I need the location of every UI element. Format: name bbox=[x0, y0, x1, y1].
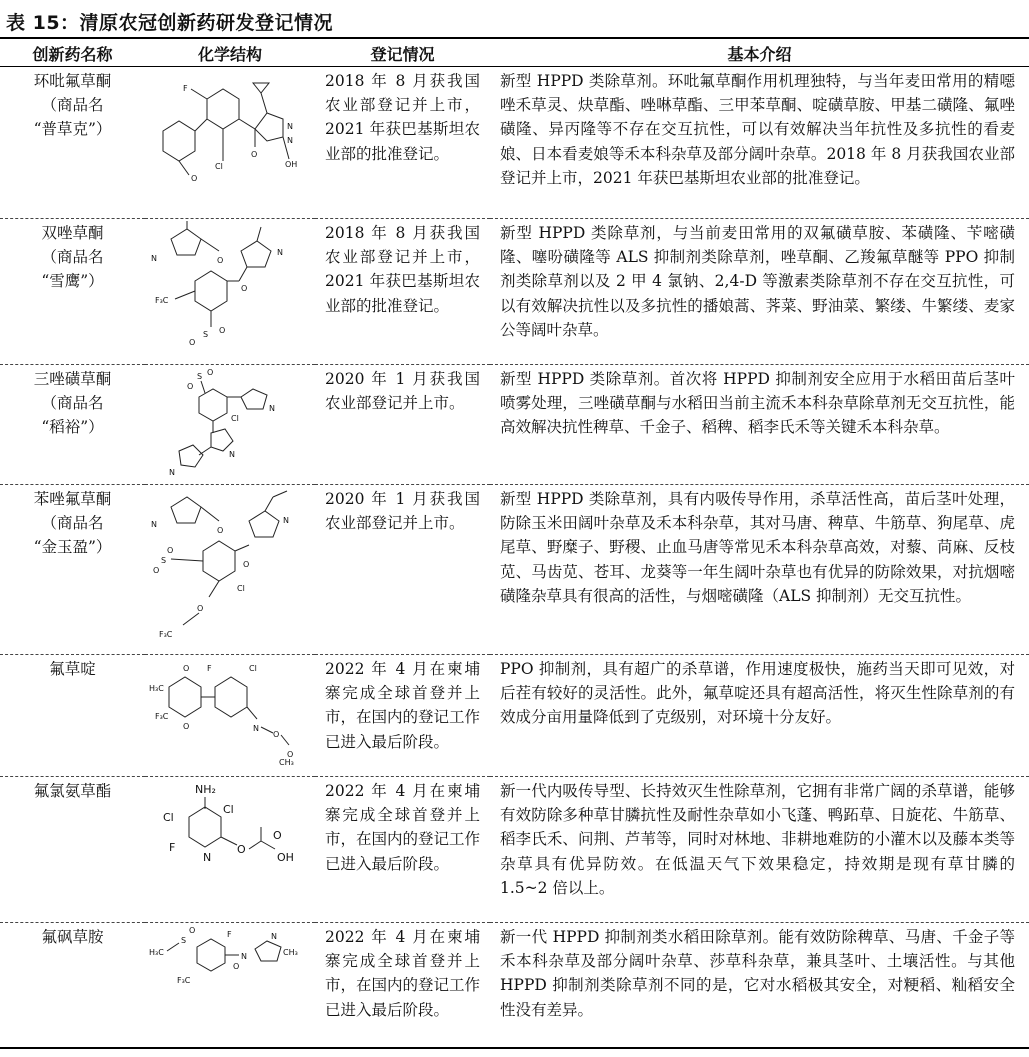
svg-text:OH: OH bbox=[277, 851, 294, 864]
svg-text:F: F bbox=[183, 84, 188, 93]
registration-cell: 2020 年 1 月获我国农业部登记并上市。 bbox=[315, 485, 490, 655]
structure-cell bbox=[145, 365, 315, 485]
table-row bbox=[0, 655, 1029, 777]
svg-text:N: N bbox=[269, 404, 275, 413]
svg-text:N: N bbox=[203, 851, 212, 864]
svg-text:O: O bbox=[189, 338, 196, 347]
svg-text:S: S bbox=[181, 936, 187, 945]
structure-cell bbox=[145, 219, 315, 365]
svg-text:N: N bbox=[169, 468, 175, 477]
svg-text:O: O bbox=[237, 843, 246, 856]
svg-text:N: N bbox=[287, 136, 293, 145]
svg-text:O: O bbox=[273, 730, 280, 739]
intro-cell: 新一代 HPPD 抑制剂类水稻田除草剂。能有效防除稗草、马唐、千金子等禾本科杂草及部分阔叶杂草、莎草科杂草，兼具茎叶、土壤活性。与其他 HPPD 抑制剂类除草剂不同的是，它对水稻极其安全，对粳稻、籼稻安全性没有差异。 bbox=[490, 923, 1029, 1048]
triazole-sulfonyl-structure-icon bbox=[149, 367, 309, 479]
svg-text:N: N bbox=[253, 724, 259, 733]
svg-text:O: O bbox=[197, 604, 204, 613]
structure-cell bbox=[145, 485, 315, 655]
table-row bbox=[0, 485, 1029, 655]
svg-text:O: O bbox=[251, 150, 258, 159]
bis-pyrazole-sulfonyl-structure-icon bbox=[149, 221, 309, 357]
svg-text:O: O bbox=[217, 256, 224, 265]
header-intro: 基本介绍 bbox=[490, 40, 1029, 67]
header-structure: 化学结构 bbox=[145, 40, 315, 67]
table-row bbox=[0, 365, 1029, 485]
svg-text:O: O bbox=[273, 829, 282, 842]
cyclopropyl-pyrazole-ketone-structure-icon bbox=[149, 69, 309, 209]
drug-name-cell: 氟草啶 bbox=[0, 655, 145, 777]
header-name: 创新药名称 bbox=[0, 40, 145, 67]
svg-text:F: F bbox=[227, 930, 232, 939]
svg-text:O: O bbox=[241, 284, 248, 293]
innovative-herbicide-table bbox=[0, 40, 1029, 1049]
drug-name-cell: 三唑磺草酮 （商品名 “稻裕”） bbox=[0, 365, 145, 485]
intro-cell: 新一代内吸传导型、长持效灭生性除草剂，它拥有非常广阔的杀草谱，能够有效防除多种草甘膦抗性及耐性杂草如小飞蓬、鸭跖草、日旋花、牛筋草、稻李氏禾、问荆、芦苇等，同时对林地、非耕地难防的小灌木以及藤本类等杂草具有优异防效。在低温天气下效果稳定，持效期是现有草甘膦的 1.5~2 倍以上。 bbox=[490, 777, 1029, 923]
svg-text:Cl: Cl bbox=[249, 664, 257, 673]
registration-cell: 2020 年 1 月获我国农业部登记并上市。 bbox=[315, 365, 490, 485]
structure-cell bbox=[145, 67, 315, 219]
intro-cell: 新型 HPPD 类除草剂，与当前麦田常用的双氟磺草胺、苯磺隆、苄嘧磺隆、噻吩磺隆等 ALS 抑制剂类除草剂，唑草酮、乙羧氟草醚等 PPO 抑制剂类除草剂以及 2 甲 4 氯钠、2,4-D 等激素类除草剂不存在交互抗性，可以有效解决抗性以及多抗性的播娘蒿、荠菜、野油菜、繁缕、牛繁缕、麦家公等阔叶杂草。 bbox=[490, 219, 1029, 365]
structure-cell bbox=[145, 923, 315, 1048]
drug-name-cell: 氟氯氨草酯 bbox=[0, 777, 145, 923]
svg-text:O: O bbox=[187, 382, 194, 391]
table-row bbox=[0, 777, 1029, 923]
intro-cell: 新型 HPPD 类除草剂，具有内吸传导作用，杀草活性高，苗后茎叶处理，防除玉米田阔叶杂草及禾本科杂草，其对马唐、稗草、牛筋草、狗尾草、虎尾草、野糜子、野稷、止血马唐等常见禾本科杂草高效，对藜、苘麻、反枝苋、马齿苋、苍耳、龙葵等一年生阔叶杂草也有优异的防除效果，对抗烟嘧磺隆杂草具有很高的活性，与烟嘧磺隆（ALS 抑制剂）无交互抗性。 bbox=[490, 485, 1029, 655]
svg-text:O: O bbox=[219, 326, 226, 335]
svg-text:H₃C: H₃C bbox=[149, 684, 164, 693]
svg-text:N: N bbox=[287, 122, 293, 131]
table-row bbox=[0, 923, 1029, 1048]
svg-text:S: S bbox=[161, 556, 167, 565]
svg-text:Cl: Cl bbox=[237, 584, 245, 593]
header-registration: 登记情况 bbox=[315, 40, 490, 67]
svg-text:F₃C: F₃C bbox=[177, 976, 191, 985]
drug-name-cell: 苯唑氟草酮 （商品名 “金玉盈”） bbox=[0, 485, 145, 655]
table-row bbox=[0, 67, 1029, 219]
svg-text:F₃C: F₃C bbox=[155, 712, 169, 721]
svg-text:S: S bbox=[203, 330, 209, 339]
table-header-row bbox=[0, 40, 1029, 67]
structure-cell bbox=[145, 777, 315, 923]
svg-text:O: O bbox=[153, 566, 160, 575]
svg-text:N: N bbox=[271, 932, 277, 941]
svg-text:Cl: Cl bbox=[163, 811, 174, 824]
svg-text:CH₃: CH₃ bbox=[279, 758, 294, 767]
intro-cell: 新型 HPPD 类除草剂。首次将 HPPD 抑制剂安全应用于水稻田苗后茎叶喷雾处理，三唑磺草酮与水稻田当前主流禾本科杂草除草剂无交互抗性，能高效解决抗性稗草、千金子、稻稗、稻李氏禾等关键禾本科杂草。 bbox=[490, 365, 1029, 485]
svg-text:F: F bbox=[169, 841, 176, 854]
svg-text:S: S bbox=[197, 372, 203, 381]
aminopyridine-propionic-acid-structure-icon bbox=[149, 779, 309, 915]
svg-text:O: O bbox=[287, 750, 294, 759]
sulfoxide-oxadiazole-amide-structure-icon bbox=[149, 925, 309, 1005]
registration-cell: 2022 年 4 月在柬埔寨完成全球首登并上市，在国内的登记工作已进入最后阶段。 bbox=[315, 777, 490, 923]
registration-cell: 2022 年 4 月在柬埔寨完成全球首登并上市，在国内的登记工作已进入最后阶段。 bbox=[315, 923, 490, 1048]
svg-text:Cl: Cl bbox=[231, 414, 239, 423]
svg-text:CH₃: CH₃ bbox=[283, 948, 298, 957]
svg-text:N: N bbox=[277, 248, 283, 257]
svg-text:Cl: Cl bbox=[215, 162, 223, 171]
table-title: 表 15：清原农冠创新药研发登记情况 bbox=[6, 12, 334, 34]
svg-text:O: O bbox=[167, 546, 174, 555]
title-divider bbox=[0, 37, 1029, 39]
registration-cell: 2018 年 8 月获我国农业部登记并上市，2021 年获巴基斯坦农业部的批准登记。 bbox=[315, 219, 490, 365]
svg-text:O: O bbox=[233, 962, 240, 971]
svg-text:NH₂: NH₂ bbox=[195, 783, 216, 796]
svg-text:O: O bbox=[183, 664, 190, 673]
drug-name-cell: 环吡氟草酮 （商品名 “普草克”） bbox=[0, 67, 145, 219]
trifluoroethoxy-pyrazole-structure-icon bbox=[149, 487, 309, 647]
pyrimidinedione-oxime-structure-icon bbox=[149, 657, 309, 769]
intro-cell: 新型 HPPD 类除草剂。环吡氟草酮作用机理独特，与当年麦田常用的精噁唑禾草灵、炔草酯、唑啉草酯、三甲苯草酮、啶磺草胺、甲基二磺隆、氟唑磺隆、异丙隆等不存在交互抗性，可以有效解决当年抗性及多抗性的看麦娘、日本看麦娘等禾本科杂草及部分阔叶杂草。2018 年 8 月获我国农业部登记并上市，2021 年获巴基斯坦农业部的批准登记。 bbox=[490, 67, 1029, 219]
svg-text:OH: OH bbox=[285, 160, 298, 169]
table-row bbox=[0, 219, 1029, 365]
svg-text:O: O bbox=[243, 560, 250, 569]
registration-cell: 2018 年 8 月获我国农业部登记并上市，2021 年获巴基斯坦农业部的批准登记。 bbox=[315, 67, 490, 219]
svg-text:O: O bbox=[207, 368, 214, 377]
svg-text:O: O bbox=[189, 926, 196, 935]
registration-cell: 2022 年 4 月在柬埔寨完成全球首登并上市，在国内的登记工作已进入最后阶段。 bbox=[315, 655, 490, 777]
svg-text:O: O bbox=[183, 722, 190, 731]
svg-text:N: N bbox=[283, 516, 289, 525]
svg-text:N: N bbox=[151, 254, 157, 263]
svg-text:Cl: Cl bbox=[223, 803, 234, 816]
svg-text:F: F bbox=[207, 664, 212, 673]
intro-cell: PPO 抑制剂，具有超广的杀草谱，作用速度极快，施药当天即可见效，对后茬有较好的灵活性。此外，氟草啶还具有超高活性，将灭生性除草剂的有效成分亩用量降低到了克级别，对环境十分友好。 bbox=[490, 655, 1029, 777]
svg-text:F₃C: F₃C bbox=[155, 296, 169, 305]
drug-name-cell: 氟砜草胺 bbox=[0, 923, 145, 1048]
svg-text:H₃C: H₃C bbox=[149, 948, 164, 957]
svg-text:N: N bbox=[229, 450, 235, 459]
svg-text:O: O bbox=[191, 174, 198, 183]
svg-text:N: N bbox=[241, 952, 247, 961]
drug-name-cell: 双唑草酮 （商品名 “雪鹰”） bbox=[0, 219, 145, 365]
svg-text:N: N bbox=[151, 520, 157, 529]
svg-text:O: O bbox=[217, 526, 224, 535]
svg-text:F₃C: F₃C bbox=[159, 630, 173, 639]
structure-cell bbox=[145, 655, 315, 777]
